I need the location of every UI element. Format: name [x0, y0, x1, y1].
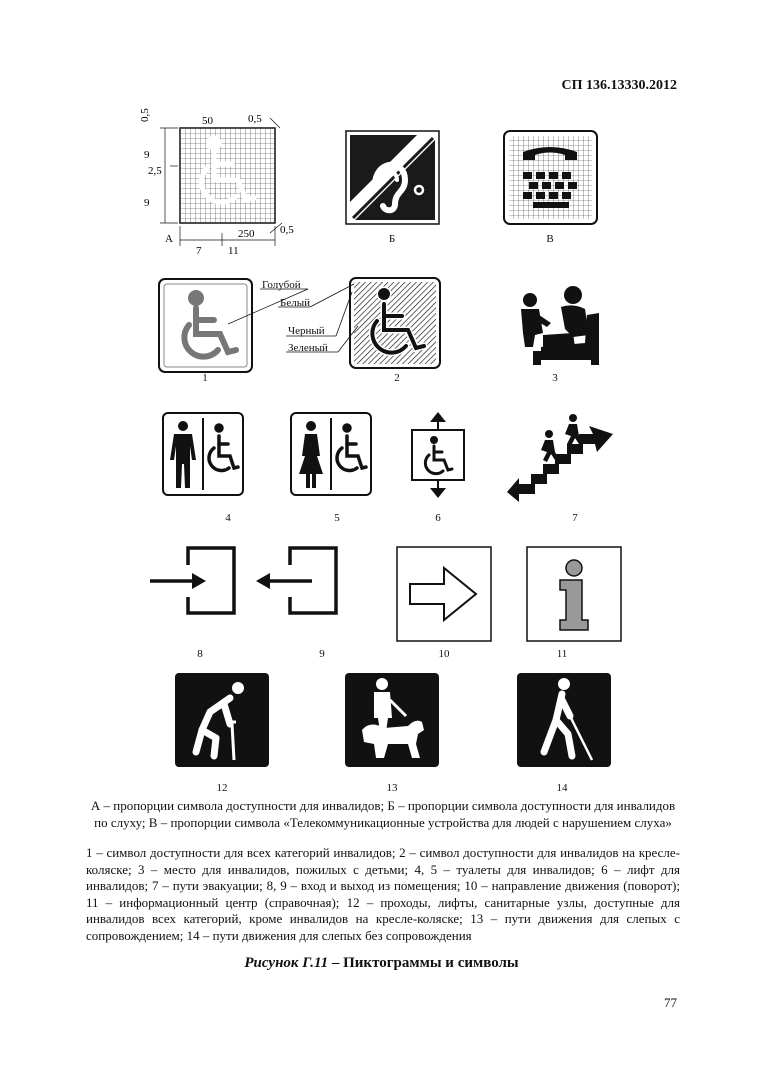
figure-title-text: Пиктограммы и символы: [343, 955, 519, 971]
figure-number-3: 3: [552, 372, 558, 384]
man-wheelchair-toilet-icon: [162, 412, 244, 496]
dim-label: 2,5: [148, 165, 162, 177]
color-label-white: Белый: [280, 297, 310, 309]
figure-title: [0, 955, 763, 972]
evacuation-stairs-icon: [505, 412, 615, 507]
dim-label: 0,5: [248, 113, 262, 125]
color-label-green: Зеленый: [288, 342, 328, 354]
figure-number-9: 9: [319, 648, 325, 660]
woman-wheelchair-toilet-icon: [290, 412, 372, 496]
figure-number-10: 10: [438, 648, 450, 660]
page-number: 77: [664, 995, 677, 1010]
figure-number-8: 8: [197, 648, 203, 660]
elderly-cane-icon: [174, 672, 270, 768]
figure-number-6: 6: [435, 512, 441, 524]
dim-label: 0,5: [139, 108, 151, 122]
figure-letter-v: В: [546, 233, 554, 245]
blind-guide-dog-icon: [344, 672, 440, 768]
dim-label: 9: [144, 149, 150, 161]
information-icon: [526, 546, 622, 642]
exit-icon: [250, 545, 340, 617]
dim-label: 11: [228, 245, 239, 257]
figure-letter-a: А: [165, 233, 173, 245]
figure-number-5: 5: [334, 512, 340, 524]
figure-number-14: 14: [556, 782, 568, 794]
entrance-icon: [148, 545, 238, 617]
document-code: СП 136.13330.2012: [561, 78, 677, 93]
figure-title-prefix: Рисунок Г.11: [244, 955, 329, 971]
dim-label: 0,5: [280, 224, 294, 236]
dim-label: 250: [238, 228, 255, 240]
direction-arrow-icon: [396, 546, 492, 642]
figure-number-7: 7: [572, 512, 578, 524]
figure-number-12: 12: [216, 782, 228, 794]
figure-number-2: 2: [394, 372, 400, 384]
figure-number-11: 11: [556, 648, 568, 660]
caption-proportions: А – пропорции символа доступности для инвалидов; Б – пропорции символа доступности для инвалидов по слуху; В – пропорции символа «Телекоммуникационные устройства для людей с нарушением слуха»: [90, 798, 676, 830]
lift-icon: [408, 410, 468, 500]
caption-legend: 1 – символ доступности для всех категорий инвалидов; 2 – символ доступности для инвалидов на кресле-коляске; 3 – место для инвалидов, пожилых с детьми; 4, 5 – туалеты для инвалидов; 6 – лифт для инвалидов; 7 – пути эвакуации; 8, 9 – вход и выход из помещения; 10 – направление движения (поворот); 11 – информационный центр (справочная); 12 – проходы, лифты, санитарные узлы, доступные для инвалидов всех категорий, кроме инвалидов на кресле-коляске; 13 – пути движения для слепых с сопровождением; 14 – пути движения для слепых без сопровождения: [86, 845, 680, 943]
figure-letter-b: Б: [388, 233, 396, 245]
figure-title-separator: –: [328, 955, 344, 971]
dim-label: 50: [202, 115, 213, 127]
figure-number-13: 13: [386, 782, 398, 794]
figure-number-4: 4: [225, 512, 231, 524]
color-label-black: Черный: [288, 325, 325, 337]
wheelchair-proportions-diagram: [130, 108, 305, 258]
seated-adult-child-icon: [503, 285, 603, 370]
deaf-ear-icon: [345, 130, 440, 225]
blind-white-cane-icon: [516, 672, 612, 768]
dim-label: 7: [196, 245, 202, 257]
color-label-blue: Голубой: [262, 279, 301, 291]
figure-number-1: 1: [202, 372, 208, 384]
telephone-keyboard-icon: [503, 130, 598, 225]
dim-label: 9: [144, 197, 150, 209]
